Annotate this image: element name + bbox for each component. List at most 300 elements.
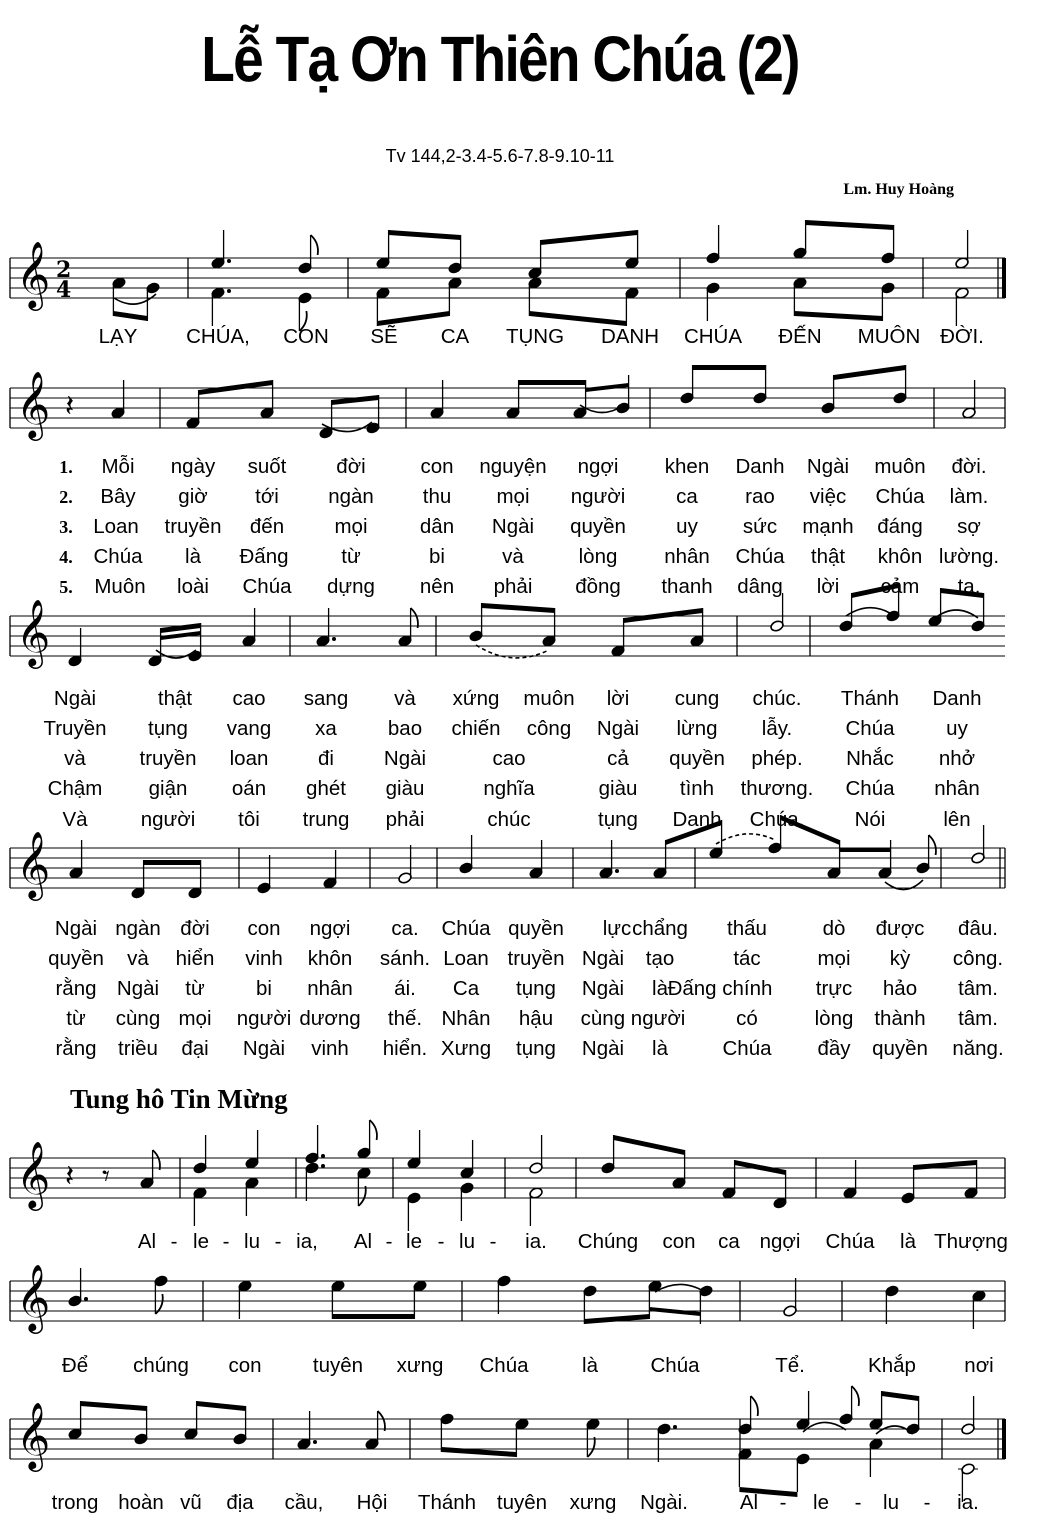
beam [584, 1314, 649, 1324]
lyric-syllable: nên [419, 575, 455, 598]
lyric-syllable: lên [943, 808, 971, 831]
lyric-syllable: vang [226, 717, 272, 740]
lyric-syllable: le [193, 1230, 209, 1253]
lyric-syllable: Ngài [383, 747, 427, 770]
note [193, 1135, 208, 1174]
lyric-syllable: Al [353, 1230, 373, 1253]
treble-clef-icon: 𝄞 [16, 1401, 51, 1469]
note-flag [358, 1186, 365, 1206]
lyric-syllable: cao [232, 687, 266, 710]
lyric-syllable: quyền [570, 515, 626, 538]
lyric-syllable: hảo [882, 977, 918, 1000]
lyric-syllable: DANH [600, 325, 660, 348]
final-barline [1002, 258, 1006, 298]
note [365, 1411, 385, 1450]
lyric-syllable: kỳ [889, 947, 911, 970]
note [376, 230, 391, 269]
beam [882, 1391, 919, 1401]
note-flag [378, 1411, 385, 1431]
lyric-syllable: CHÚA, [186, 325, 250, 348]
note [413, 1280, 428, 1319]
beam [794, 311, 882, 321]
lyric-line [55, 977, 997, 1000]
note [323, 850, 338, 889]
lyric-syllable: loan [229, 747, 269, 770]
lyric-syllable: khôn [307, 947, 353, 970]
note [184, 1401, 199, 1440]
lyric-syllable: tuyên [312, 1354, 364, 1377]
lyric-syllable: từ [185, 977, 205, 1000]
lyric-syllable: cung [674, 687, 720, 710]
note [407, 1192, 422, 1231]
lyric-syllable: lời [606, 687, 630, 710]
note [459, 835, 474, 874]
note [297, 1411, 317, 1450]
lyrics [43, 325, 1007, 1514]
note [529, 840, 544, 879]
note [881, 225, 896, 264]
beam [840, 848, 891, 852]
lyric-syllable: thế. [387, 1007, 423, 1030]
note [193, 1187, 208, 1226]
lyric-syllable: - [222, 1230, 230, 1253]
lyric-line [94, 575, 980, 598]
lyric-syllable: Chúa [650, 1354, 700, 1377]
lyric-syllable: rằng [55, 977, 97, 1000]
lyric-syllable: tụng [598, 808, 638, 831]
note [796, 1391, 811, 1430]
lyric-syllable: giàu [385, 777, 425, 800]
staff [10, 240, 1006, 311]
lyric-syllable: là [652, 1037, 668, 1060]
lyric-syllable: đồng [575, 575, 621, 598]
lyric-syllable: giờ [178, 485, 208, 508]
lyric-syllable: Ngài [596, 717, 640, 740]
note [528, 277, 543, 316]
note [599, 840, 619, 879]
note [460, 1140, 475, 1179]
lyric-syllable: SẼ [370, 325, 398, 348]
lyric-syllable: Loan [93, 515, 139, 538]
lyric-syllable: Loan [443, 947, 489, 970]
lyric-syllable: bi [256, 977, 272, 1000]
lyric-syllable: bao [387, 717, 423, 740]
lyric-syllable: chúc [487, 808, 531, 831]
lyric-syllable: địa [226, 1491, 254, 1514]
lyric-syllable: rằng [55, 1037, 97, 1060]
lyric-syllable: tuyên [496, 1491, 548, 1514]
lyric-syllable: ghét [306, 777, 346, 800]
lyric-syllable: phải [493, 575, 533, 598]
lyric-line [43, 717, 968, 740]
lyric-syllable: thu [422, 485, 452, 508]
lyric-syllable: tụng [516, 977, 556, 1000]
lyric-syllable: Chúa [845, 777, 895, 800]
lyric-syllable: trực [815, 977, 853, 1000]
lyric-syllable: MUÔN [857, 325, 921, 348]
note [242, 608, 257, 647]
lyric-syllable: Chúa [722, 1037, 772, 1060]
augmentation-dot [227, 289, 231, 293]
note [796, 1453, 811, 1492]
lyric-syllable: xưng [396, 1354, 444, 1377]
lyric-line [93, 515, 981, 538]
lyric-syllable: thành [874, 1007, 926, 1030]
beam [834, 365, 906, 380]
lyric-syllable: Chúa [825, 1230, 875, 1253]
augmentation-dot [332, 637, 336, 641]
lyric-syllable: mọi [496, 485, 530, 508]
lyric-syllable: dân [419, 515, 455, 538]
lyric-syllable: ca. [391, 917, 419, 940]
lyric-syllable: hậu [518, 1007, 554, 1030]
note [961, 1396, 976, 1435]
quarter-rest: 𝄽 [65, 1159, 75, 1194]
final-barline [1002, 1419, 1006, 1459]
lyric-syllable: Tể. [775, 1354, 805, 1377]
beam [529, 311, 626, 326]
lyric-syllable: xưng [569, 1491, 617, 1514]
lyric-line [62, 1354, 994, 1377]
lyric-syllable: quyền [48, 947, 104, 970]
lyric-syllable: nơi [964, 1354, 994, 1377]
note [901, 1165, 916, 1204]
staff [10, 1401, 1006, 1472]
note [843, 1160, 858, 1199]
lyric-syllable: ái. [394, 977, 416, 1000]
lyric-syllable: đời. [951, 455, 987, 478]
lyric-syllable: đi [318, 747, 334, 770]
lyric-syllable: ngày [170, 455, 216, 478]
beam [113, 311, 147, 321]
lyric-syllable: Al [137, 1230, 157, 1253]
lyric-syllable: Thánh [417, 1491, 477, 1514]
note [770, 593, 785, 632]
note [783, 1278, 798, 1317]
note [469, 603, 484, 642]
lyric-syllable: Ngài [581, 1037, 625, 1060]
lyric-syllable: Xưng [440, 1037, 492, 1060]
note [971, 593, 986, 632]
note-flag [929, 835, 936, 855]
lyric-syllable: Ngài. [640, 1491, 688, 1514]
lyric-syllable: người [236, 1007, 292, 1030]
lyric-syllable: lẫy. [761, 717, 793, 740]
lyric-syllable: có [736, 1007, 758, 1030]
note [885, 1285, 900, 1324]
staff-systems [10, 240, 1006, 1472]
lyric-syllable: chúc. [752, 687, 802, 710]
lyric-syllable: Nói [854, 808, 886, 831]
note [971, 825, 986, 864]
slur [846, 608, 893, 616]
note [140, 1150, 160, 1189]
lyric-line [48, 947, 1003, 970]
lyric-syllable: công [526, 717, 572, 740]
lyric-syllable: ngợi [759, 1230, 801, 1253]
lyric-syllable: thương. [740, 777, 814, 800]
note [305, 1162, 325, 1201]
lyric-syllable: và [394, 687, 416, 710]
lyric-syllable: Chúa [479, 1354, 529, 1377]
note [331, 1280, 346, 1319]
note [928, 588, 943, 627]
lyric-syllable: từ [66, 1007, 86, 1030]
lyric-syllable: lu [244, 1230, 260, 1253]
lyric-syllable: lu [883, 1491, 899, 1514]
note [881, 282, 896, 321]
lyric-syllable: tụng [148, 717, 188, 740]
lyric-syllable: sức [742, 515, 778, 538]
lyric-syllable: năng. [952, 1037, 1004, 1060]
note [529, 1187, 544, 1226]
note [839, 593, 854, 632]
lyric-syllable: ia, [296, 1230, 318, 1253]
time-signature-top: 2 [56, 257, 72, 283]
lyric-syllable: đời [336, 455, 366, 478]
slur [935, 610, 978, 618]
beam [389, 230, 461, 240]
lyric-syllable: bi [429, 545, 445, 568]
note [407, 1130, 422, 1169]
staff [10, 830, 1005, 901]
note [869, 1391, 884, 1430]
lyric-syllable: Danh [672, 808, 722, 831]
treble-clef-icon: 𝄞 [16, 370, 51, 438]
lyric-syllable: ĐỜI. [940, 325, 984, 348]
augmentation-dot [615, 869, 619, 873]
lyric-syllable: tôi [238, 808, 260, 831]
lyric-syllable: truyền [507, 947, 565, 970]
lyric-line [99, 325, 984, 348]
lyric-syllable: sang [303, 687, 349, 710]
lyric-syllable: ia. [525, 1230, 547, 1253]
eighth-rest: 𝄾 [102, 1159, 110, 1194]
note [680, 365, 695, 404]
lyric-syllable: - [779, 1491, 787, 1514]
note [148, 628, 163, 667]
lyric-syllable: cầu, [284, 1491, 324, 1514]
lyric-syllable: ia. [957, 1491, 979, 1514]
lyric-syllable: TỤNG [505, 325, 565, 348]
lyric-syllable: mọi [817, 947, 851, 970]
beam [197, 1401, 246, 1411]
lyric-syllable: triều [118, 1037, 158, 1060]
song-title: Lễ Tạ Ơn Thiên Chúa (2) [201, 23, 799, 95]
treble-clef-icon: 𝄞 [16, 1263, 51, 1331]
note [827, 840, 842, 879]
treble-clef-icon: 𝄞 [16, 240, 51, 308]
lyric-syllable: cao [492, 747, 526, 770]
psalm-reference: Tv 144,2-3.4-5.6-7.8-9.10-11 [385, 146, 615, 166]
lyric-syllable: là [185, 545, 201, 568]
beam [541, 230, 638, 245]
verse-number: 3. [59, 517, 73, 537]
note [793, 277, 808, 316]
note [972, 1290, 987, 1329]
treble-clef-icon: 𝄞 [16, 1140, 51, 1208]
beam [806, 220, 894, 230]
note [964, 1160, 979, 1199]
note [616, 375, 631, 414]
lyric-syllable: trung [302, 808, 350, 831]
lyric-syllable: Thượng [934, 1230, 1008, 1253]
lyric-syllable: loài [177, 575, 209, 598]
augmentation-dot [673, 1425, 677, 1429]
lyric-syllable: tình [679, 777, 715, 800]
lyric-syllable: - [854, 1491, 862, 1514]
note-flag [751, 1396, 758, 1416]
quarter-rest: 𝄽 [65, 389, 75, 424]
note [906, 1396, 921, 1435]
note [542, 608, 557, 647]
note [515, 1418, 530, 1457]
note [146, 282, 161, 321]
lyric-syllable: le [813, 1491, 829, 1514]
beam [161, 623, 201, 633]
augmentation-dot [227, 259, 231, 263]
lyric-syllable: Ngài [491, 515, 535, 538]
lyric-syllable: uy [946, 717, 968, 740]
note [211, 287, 231, 326]
lyric-syllable: Danh [932, 687, 982, 710]
lyric-syllable: đầy [817, 1037, 851, 1060]
lyric-syllable: thật [157, 687, 193, 710]
note [869, 1438, 884, 1477]
lyric-syllable: được [875, 917, 925, 940]
beam [332, 1314, 414, 1319]
note [657, 1423, 677, 1462]
slur [716, 834, 775, 844]
lyric-syllable: từ [341, 545, 361, 568]
lyric-syllable: LẠY [98, 325, 138, 348]
lyric-syllable: chúng [133, 1354, 189, 1377]
lyric-syllable: ngàn [115, 917, 161, 940]
beam [519, 380, 586, 385]
beam [482, 603, 555, 613]
lyric-syllable: Và [62, 808, 88, 831]
lyric-syllable: con [420, 455, 454, 478]
note [134, 1406, 149, 1445]
verse-number: 1. [59, 457, 73, 477]
note [722, 1160, 737, 1199]
note-flag [370, 1120, 377, 1140]
lyric-syllable: trong [51, 1491, 99, 1514]
lyric-syllable: lòng [578, 545, 618, 568]
note [506, 380, 521, 419]
augmentation-dot [321, 1164, 325, 1168]
lyric-syllable: đời [180, 917, 210, 940]
note [68, 1401, 83, 1440]
lyric-syllable: xứng [452, 687, 500, 710]
lyric-syllable: muôn [874, 455, 926, 478]
lyric-syllable: ngàn [328, 485, 374, 508]
note [257, 855, 272, 894]
lyric-line [101, 455, 986, 478]
note [529, 1135, 544, 1174]
beam [649, 1307, 700, 1316]
lyric-syllable: dò [822, 917, 846, 940]
lyric-syllable: Truyền [43, 717, 107, 740]
lyric-syllable: - [923, 1491, 931, 1514]
note [69, 840, 84, 879]
note [738, 1448, 753, 1487]
note [653, 840, 668, 879]
lyric-syllable: đại [181, 1037, 209, 1060]
beam [144, 860, 201, 865]
lyric-syllable: oán [231, 777, 267, 800]
lyric-syllable: thanh [661, 575, 713, 598]
staff [10, 370, 1005, 441]
note [753, 365, 768, 404]
lyric-syllable: CHÚA [683, 325, 743, 348]
lyric-syllable: - [385, 1230, 393, 1253]
lyric-syllable: đáng [877, 515, 923, 538]
note [154, 1275, 169, 1314]
beam [377, 311, 449, 326]
lyric-syllable: Chúa [242, 575, 292, 598]
lyric-syllable: chiến [451, 717, 501, 740]
lyric-syllable: Chúa [845, 717, 895, 740]
note [188, 860, 203, 899]
lyric-syllable: CA [440, 325, 470, 348]
lyric-syllable: suốt [247, 455, 287, 478]
lyric-syllable: dương [299, 1007, 361, 1030]
note-flag [411, 608, 418, 628]
lyric-syllable: khen [664, 455, 710, 478]
lyric-syllable: giận [148, 777, 188, 800]
lyric-syllable: Chậm [47, 777, 103, 800]
lyric-syllable: lường. [938, 545, 1000, 568]
lyric-syllable: Đấng chính [667, 977, 773, 1000]
note [460, 1182, 475, 1221]
lyric-syllable: Ngài [581, 977, 625, 1000]
lyric-syllable: - [170, 1230, 178, 1253]
beam [614, 1135, 685, 1155]
lyric-syllable: và [127, 947, 149, 970]
lyric-syllable: tới [255, 485, 279, 508]
lyric-syllable: Ngài [806, 455, 850, 478]
lyric-syllable: hiển. [382, 1037, 428, 1060]
note [357, 1167, 372, 1206]
note [238, 1280, 253, 1319]
note [430, 380, 445, 419]
lyric-syllable: muôn [523, 687, 575, 710]
lyric-syllable: quyền [872, 1037, 928, 1060]
note [955, 230, 970, 269]
lyric-syllable: nhân [934, 777, 980, 800]
beam [693, 365, 766, 370]
verse-number: 5. [59, 577, 73, 597]
note [611, 618, 626, 657]
note [233, 1406, 248, 1445]
lyric-line [54, 687, 982, 710]
note [583, 1285, 598, 1324]
lyric-syllable: con [247, 917, 281, 940]
lyric-syllable: nguyện [479, 455, 547, 478]
note [211, 230, 231, 269]
lyric-syllable: Chúa [875, 485, 925, 508]
note [573, 380, 588, 419]
lyric-syllable: - [489, 1230, 497, 1253]
lyric-syllable: ca [676, 485, 698, 508]
lyric-syllable: sánh. [379, 947, 431, 970]
lyric-syllable: xa [315, 717, 337, 740]
note [601, 1135, 616, 1174]
lyric-line [93, 545, 999, 568]
lyric-syllable: dâng [737, 575, 783, 598]
lyric-syllable: hoàn [118, 1491, 164, 1514]
